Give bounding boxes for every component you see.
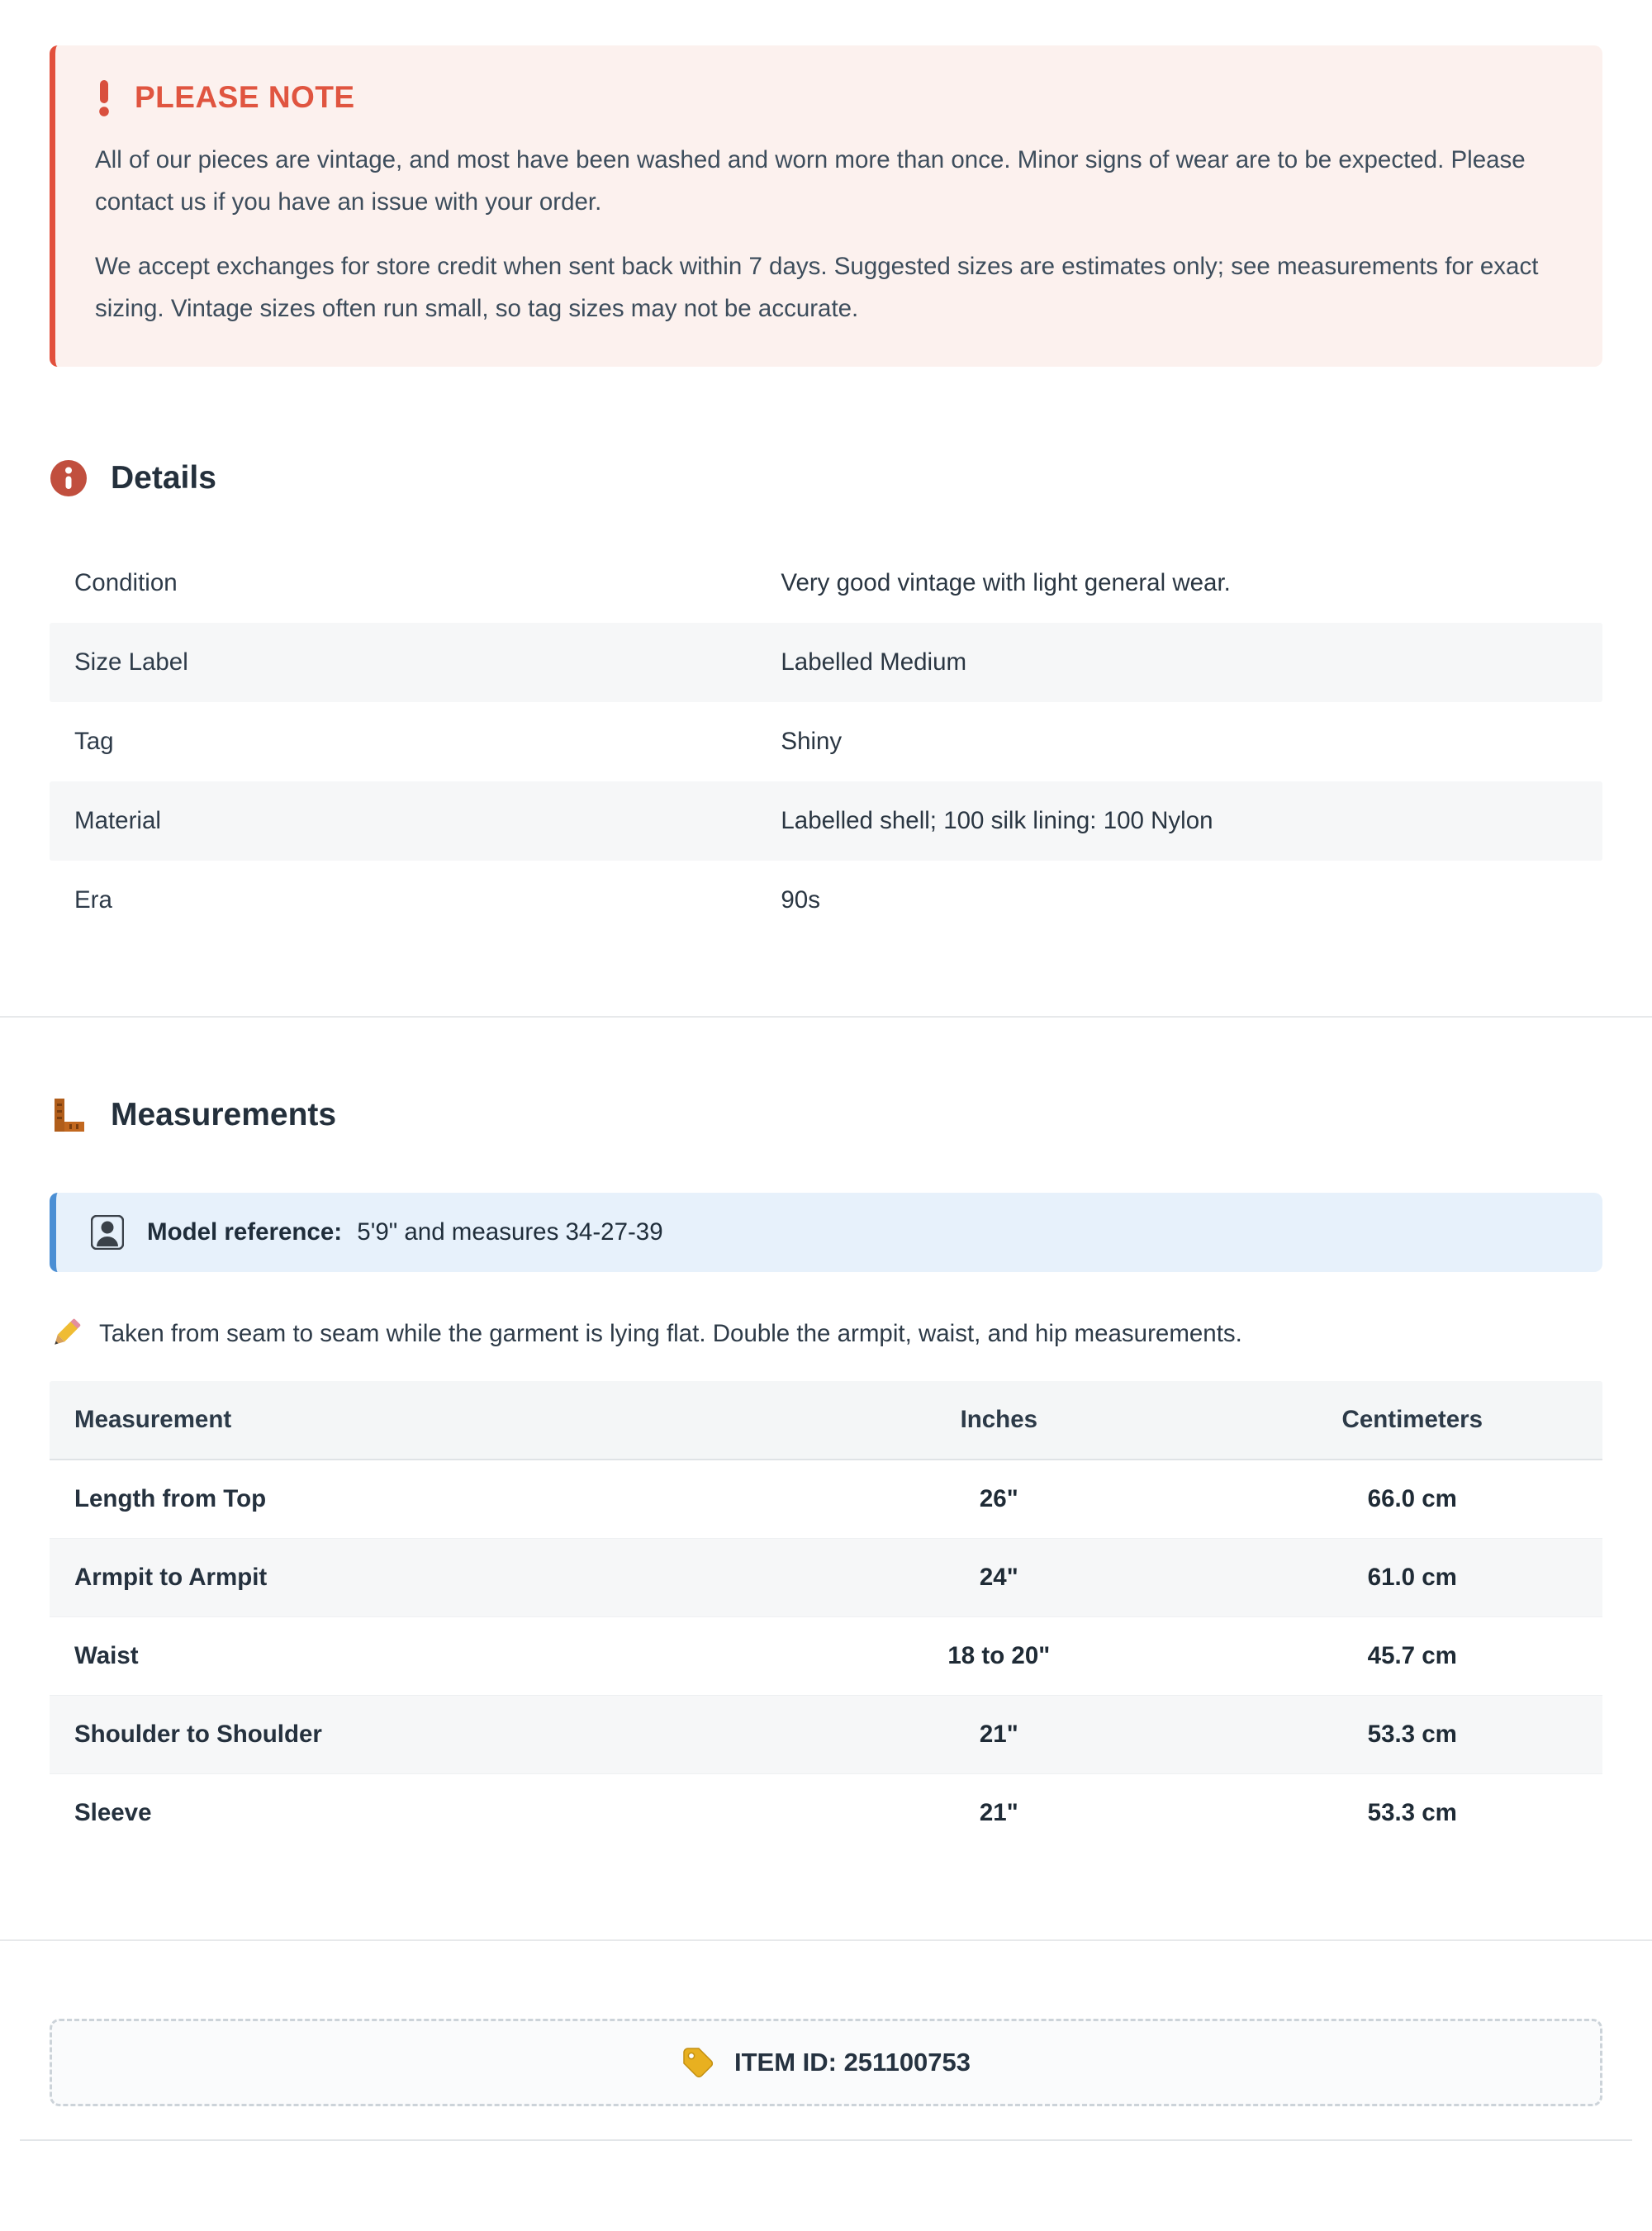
column-header-measurement: Measurement (74, 1405, 232, 1433)
measurement-row (50, 1460, 1602, 1539)
detail-value: Shiny (781, 727, 843, 755)
bottom-divider (20, 2139, 1632, 2141)
note-paragraph-1: All of our pieces are vintage, and most have been washed and worn more than once. Minor signs of wear are to be expected. Please contact us if you have an issue with your order. (95, 146, 1526, 216)
detail-label: Material (74, 806, 161, 834)
measurement-row (50, 1617, 1602, 1696)
detail-label: Size Label (74, 648, 188, 676)
product-info-page (0, 45, 1652, 2141)
measurement-name: Shoulder to Shoulder (74, 1720, 322, 1748)
item-id-badge (50, 2019, 1602, 2106)
measurement-inches: 24" (979, 1563, 1018, 1591)
detail-label: Tag (74, 727, 114, 755)
details-section-heading (50, 459, 1602, 497)
model-reference-value: 5'9" and measures 34-27-39 (357, 1218, 663, 1246)
column-header-inches: Inches (960, 1405, 1038, 1433)
measurements-table-header (50, 1381, 1602, 1460)
measurement-row (50, 1696, 1602, 1774)
detail-label: Condition (74, 568, 178, 596)
detail-row (50, 702, 1602, 781)
measurements-section-heading (50, 1097, 1602, 1133)
model-reference-label: Model reference: (147, 1218, 343, 1246)
measurement-name: Sleeve (74, 1798, 152, 1826)
detail-row (50, 861, 1602, 940)
measurement-cm: 53.3 cm (1367, 1720, 1457, 1748)
section-divider (0, 1016, 1652, 1018)
measurement-inches: 21" (979, 1798, 1018, 1826)
measurements-title: Measurements (111, 1096, 337, 1132)
detail-label: Era (74, 885, 112, 914)
measurement-inches: 21" (979, 1720, 1018, 1748)
note-paragraph-2: We accept exchanges for store credit when sent back within 7 days. Suggested sizes are estimates only; see measurements for exact sizing. Vintage sizes often run small, so tag sizes may not be accurate. (95, 253, 1539, 323)
note-title: PLEASE NOTE (135, 80, 355, 114)
model-reference-text (147, 1218, 663, 1246)
detail-value: Very good vintage with light general wear. (781, 568, 1231, 596)
detail-row (50, 544, 1602, 623)
measurement-cm: 45.7 cm (1367, 1641, 1457, 1669)
measurements-table (50, 1381, 1602, 1852)
measuring-instructions-text: Taken from seam to seam while the garment is lying flat. Double the armpit, waist, and hip measurements. (99, 1319, 1242, 1347)
measurement-name: Length from Top (74, 1484, 267, 1512)
exclamation-icon (95, 78, 113, 116)
note-title-row (95, 78, 1563, 116)
person-icon (91, 1215, 124, 1250)
please-note-alert (50, 45, 1602, 367)
ruler-icon (50, 1097, 88, 1133)
measurement-name: Armpit to Armpit (74, 1563, 268, 1591)
details-table (50, 544, 1602, 940)
section-divider (0, 1939, 1652, 1941)
measurement-inches: 18 to 20" (947, 1641, 1051, 1669)
detail-value: Labelled shell; 100 silk lining: 100 Nylon (781, 806, 1213, 834)
details-title: Details (111, 459, 216, 496)
detail-row (50, 781, 1602, 861)
measurement-row (50, 1774, 1602, 1852)
tag-icon (681, 2046, 714, 2079)
pencil-icon (50, 1318, 81, 1350)
measurement-cm: 66.0 cm (1367, 1484, 1457, 1512)
detail-value: 90s (781, 885, 820, 914)
model-reference-note (50, 1193, 1602, 1272)
item-id-text: ITEM ID: 251100753 (733, 2047, 971, 2077)
measurement-inches: 26" (979, 1484, 1018, 1512)
measurement-row (50, 1539, 1602, 1617)
measurement-cm: 61.0 cm (1367, 1563, 1457, 1591)
measurement-name: Waist (74, 1641, 139, 1669)
measuring-instructions (50, 1318, 1602, 1350)
detail-row (50, 623, 1602, 702)
column-header-centimeters: Centimeters (1341, 1405, 1483, 1433)
detail-value: Labelled Medium (781, 648, 967, 676)
info-icon (50, 459, 88, 497)
measurement-cm: 53.3 cm (1367, 1798, 1457, 1826)
